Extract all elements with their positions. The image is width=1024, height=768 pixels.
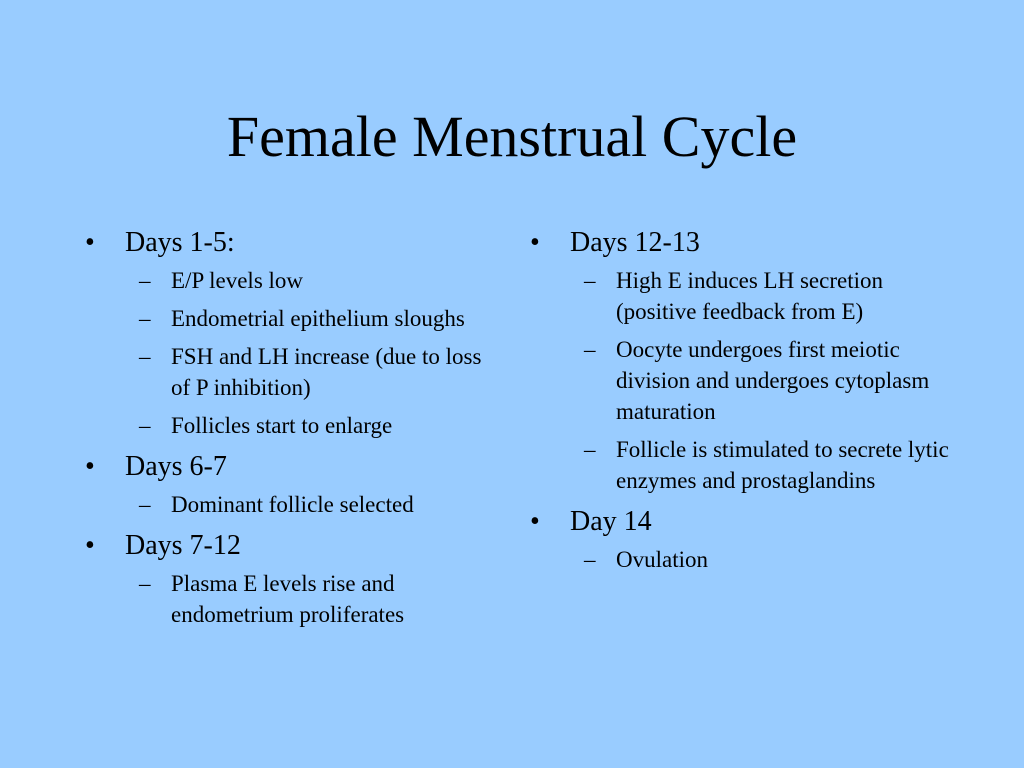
sub-item	[85, 303, 493, 334]
bullet-days-6-7	[85, 450, 485, 484]
dash-icon: –	[139, 413, 151, 438]
bullet-icon: •	[85, 530, 95, 561]
dash-icon: –	[139, 306, 151, 331]
sub-item	[530, 434, 956, 496]
sub-item-label: Plasma E levels rise and endometrium proliferates	[171, 571, 405, 627]
dash-icon: –	[139, 492, 151, 517]
bullet-days-7-12	[85, 529, 485, 563]
bullet-icon: •	[85, 227, 95, 258]
bullet-icon: •	[85, 451, 95, 482]
bullet-label: Days 12-13	[570, 227, 700, 258]
bullet-label: Day 14	[570, 506, 652, 537]
left-column	[85, 226, 485, 630]
sub-item-label: Follicle is stimulated to secrete lytic enzymes and prostaglandins	[616, 437, 949, 493]
bullet-days-12-13	[530, 226, 930, 260]
dash-icon: –	[139, 268, 151, 293]
sub-item	[530, 544, 956, 575]
sub-item	[85, 568, 493, 630]
dash-icon: –	[584, 437, 596, 462]
sub-item	[85, 489, 493, 520]
sub-item-label: Dominant follicle selected	[171, 492, 414, 517]
sub-item-label: Ovulation	[616, 547, 708, 572]
bullet-label: Days 6-7	[125, 451, 227, 482]
sub-item-label: Endometrial epithelium sloughs	[171, 306, 465, 331]
sub-item-label: Follicles start to enlarge	[171, 413, 393, 438]
sub-item	[530, 334, 956, 427]
bullet-icon: •	[530, 506, 540, 537]
dash-icon: –	[584, 547, 596, 572]
bullet-icon: •	[530, 227, 540, 258]
bullet-label: Days 1-5:	[125, 227, 235, 258]
bullet-days-1-5	[85, 226, 485, 260]
sub-item	[530, 265, 956, 327]
sub-item-label: High E induces LH secretion (positive feedback from E)	[616, 268, 883, 324]
dash-icon: –	[584, 337, 596, 362]
sub-item-label: Oocyte undergoes first meiotic division and undergoes cytoplasm maturation	[616, 337, 930, 424]
right-column	[530, 226, 949, 575]
sub-item	[85, 410, 493, 441]
dash-icon: –	[139, 571, 151, 596]
sub-item-label: FSH and LH increase (due to loss of P inhibition)	[171, 344, 482, 400]
bullet-label: Days 7-12	[125, 530, 241, 561]
dash-icon: –	[584, 268, 596, 293]
bullet-day-14	[530, 505, 930, 539]
sub-item	[85, 341, 493, 403]
sub-item	[85, 265, 493, 296]
slide-title: Female Menstrual Cycle	[226, 104, 798, 169]
dash-icon: –	[139, 344, 151, 369]
sub-item-label: E/P levels low	[171, 268, 304, 293]
